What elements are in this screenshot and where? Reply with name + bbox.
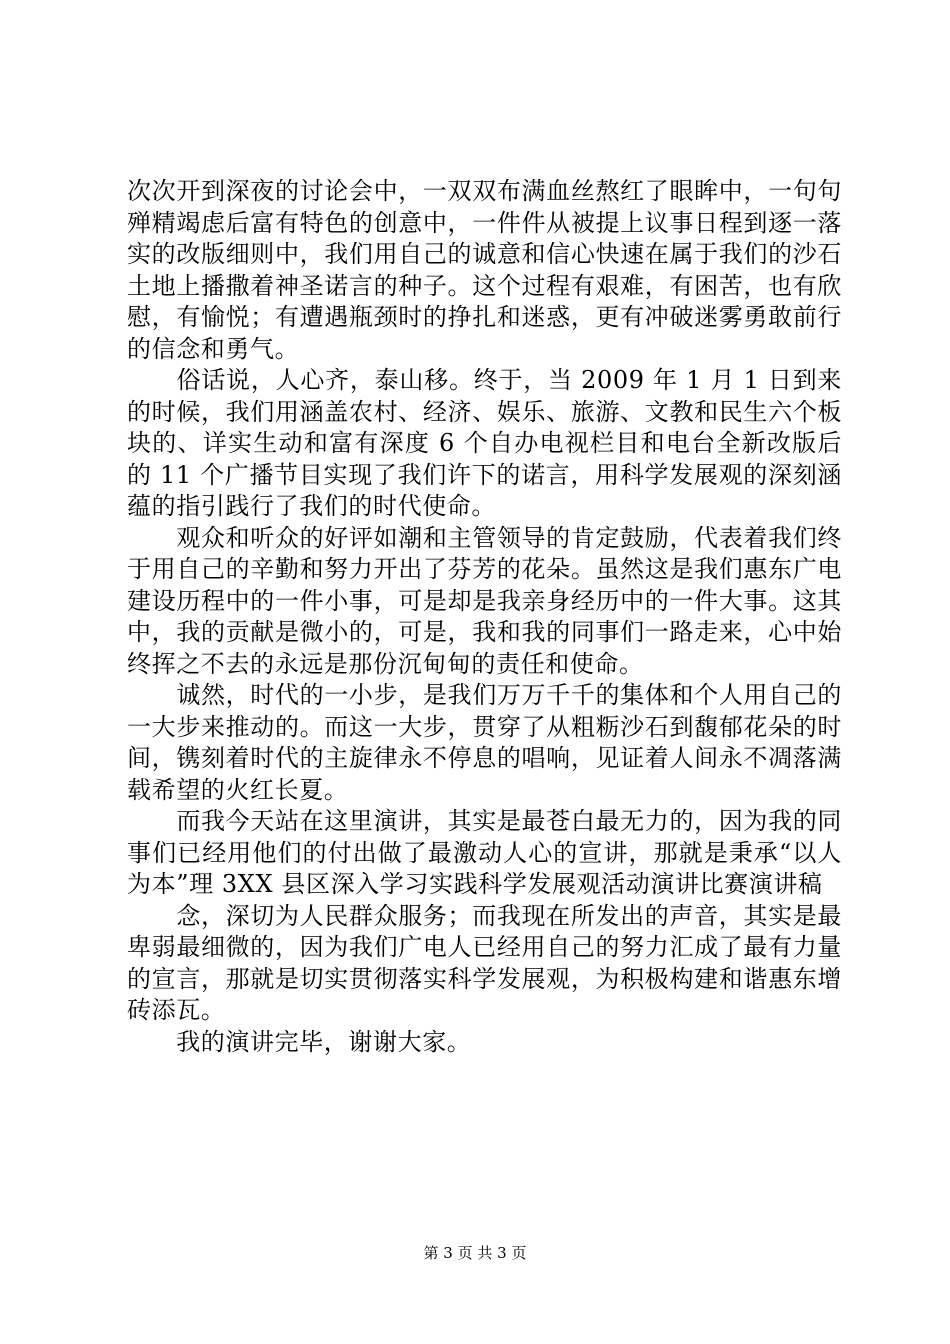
paragraph-1: 次次开到深夜的讨论会中，一双双布满血丝熬红了眼眸中，一句句殚精竭虑后富有特色的创意中，一件件从被提上议事日程到逐一落实的改版细则中，我们用自己的诚意和信心快速在属于我们的沙石土地上播撒着神圣诺言的种子。这个过程有艰难，有困苦，也有欣慰，有愉悦；有遭遇瓶颈时的挣扎和迷惑，更有冲破迷雾勇敢前行的信念和勇气。: [127, 177, 842, 363]
document-body: [127, 176, 842, 1058]
paragraph-2: 俗话说，人心齐，泰山移。终于，当 2009 年 1 月 1 日到来的时候，我们用涵盖农村、经济、娱乐、旅游、文教和民生六个板块的、详实生动和富有深度 6 个自办电视栏目和电台全新改版后的 11 个广播节目实现了我们许下的诺言，用科学发展观的深刻涵蕴的指引践行了我们的时代使命。: [127, 366, 842, 520]
paragraph-6: 念，深切为人民群众服务；而我现在所发出的声音，其实是最卑弱最细微的，因为我们广电人已经用自己的努力汇成了最有力量的宣言，那就是切实贯彻落实科学发展观，为积极构建和谐惠东增砖添瓦。: [127, 901, 842, 1024]
page-footer: 第 3 页 共 3 页: [423, 1244, 527, 1262]
paragraph-7: 我的演讲完毕，谢谢大家。: [127, 1027, 472, 1056]
paragraph-4: 诚然，时代的一小步，是我们万万千千的集体和个人用自己的一大步来推动的。而这一大步，贯穿了从粗粝沙石到馥郁花朵的时间，镌刻着时代的主旋律永不停息的唱响，见证着人间永不凋落满载希望的火红长夏。: [127, 681, 842, 804]
paragraph-3: 观众和听众的好评如潮和主管领导的肯定鼓励，代表着我们终于用自己的辛勤和努力开出了芬芳的花朵。虽然这是我们惠东广电建设历程中的一件小事，可是却是我亲身经历中的一件大事。这其中，我的贡献是微小的，可是，我和我的同事们一路走来，心中始终挥之不去的永远是那份沉甸甸的责任和使命。: [127, 523, 842, 678]
paragraph-5: 而我今天站在这里演讲，其实是最苍白最无力的，因为我的同事们已经用他们的付出做了最激动人心的宣讲，那就是秉承“以人为本”理 3XX 县区深入学习实践科学发展观活动演讲比赛演讲稿: [127, 807, 842, 898]
